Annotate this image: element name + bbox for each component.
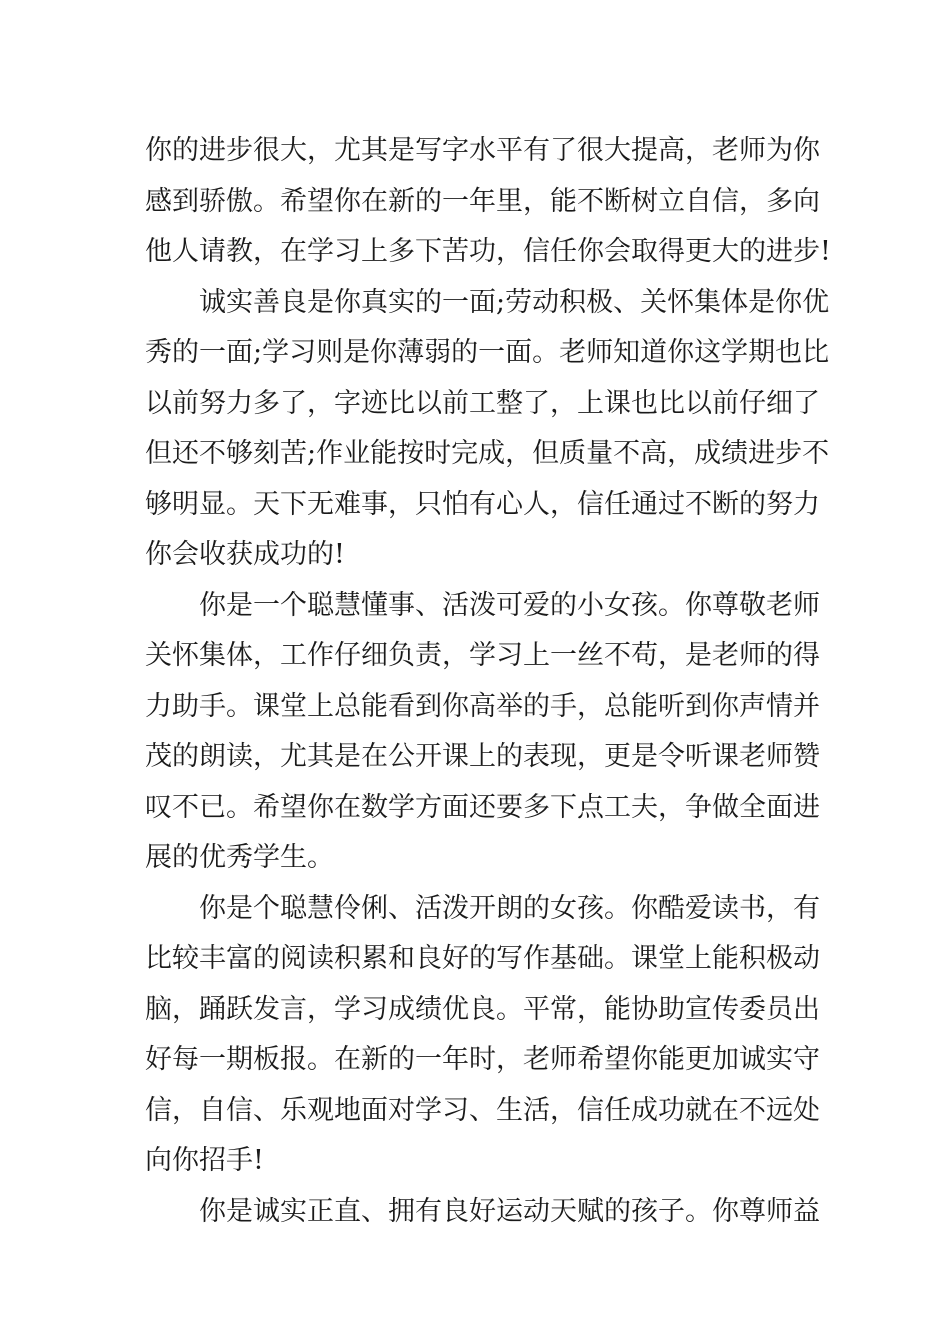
paragraph-3-line-2: 关怀集体，工作仔细负责，学习上一丝不苟，是老师的得	[145, 640, 820, 671]
paragraph-4-line-3: 脑，踊跃发言，学习成绩优良。平常，能协助宣传委员出	[145, 993, 820, 1025]
paragraph-2-line-4: 但还不够刻苦;作业能按时完成，但质量不高，成绩进步不	[145, 438, 830, 469]
paragraph-2-line-6: 你会收获成功的!	[145, 539, 345, 570]
document-body	[145, 126, 831, 1237]
paragraph-3-line-4: 茂的朗读，尤其是在公开课上的表现，更是令听课老师赞	[145, 741, 820, 772]
paragraph-1-line-2: 感到骄傲。希望你在新的一年里，能不断树立自信，多向	[145, 185, 820, 217]
paragraph-2-line-5: 够明显。天下无难事，只怕有心人，信任通过不断的努力	[145, 488, 820, 520]
paragraph-4-line-6: 向你招手!	[145, 1145, 264, 1176]
paragraph-3-line-6: 展的优秀学生。	[145, 842, 334, 873]
paragraph-4-line-4: 好每一期板报。在新的一年时，老师希望你能更加诚实守	[145, 1044, 820, 1075]
paragraph-1-line-3: 他人请教，在学习上多下苦功，信任你会取得更大的进步!	[145, 236, 831, 267]
paragraph-4-line-5: 信，自信、乐观地面对学习、生活，信任成功就在不远处	[145, 1094, 820, 1126]
paragraph-2-line-3: 以前努力多了，字迹比以前工整了，上课也比以前仔细了	[145, 387, 820, 419]
paragraph-4-line-1: 你是个聪慧伶俐、活泼开朗的女孩。你酷爱读书，有	[199, 892, 820, 924]
paragraph-4-line-2: 比较丰富的阅读积累和良好的写作基础。课堂上能积极动	[145, 943, 820, 974]
paragraph-2-line-2: 秀的一面;学习则是你薄弱的一面。老师知道你这学期也比	[145, 337, 830, 368]
paragraph-3-line-3: 力助手。课堂上总能看到你高举的手，总能听到你声情并	[145, 690, 820, 722]
paragraph-3-line-5: 叹不已。希望你在数学方面还要多下点工夫，争做全面进	[145, 791, 820, 823]
paragraph-1-line-1: 你的进步很大，尤其是写字水平有了很大提高，老师为你	[145, 135, 820, 166]
paragraph-3-line-1: 你是一个聪慧懂事、活泼可爱的小女孩。你尊敬老师	[199, 589, 820, 621]
paragraph-2-line-1: 诚实善良是你真实的一面;劳动积极、关怀集体是你优	[199, 286, 830, 318]
paragraph-5-line-1: 你是诚实正直、拥有良好运动天赋的孩子。你尊师益	[199, 1195, 820, 1227]
